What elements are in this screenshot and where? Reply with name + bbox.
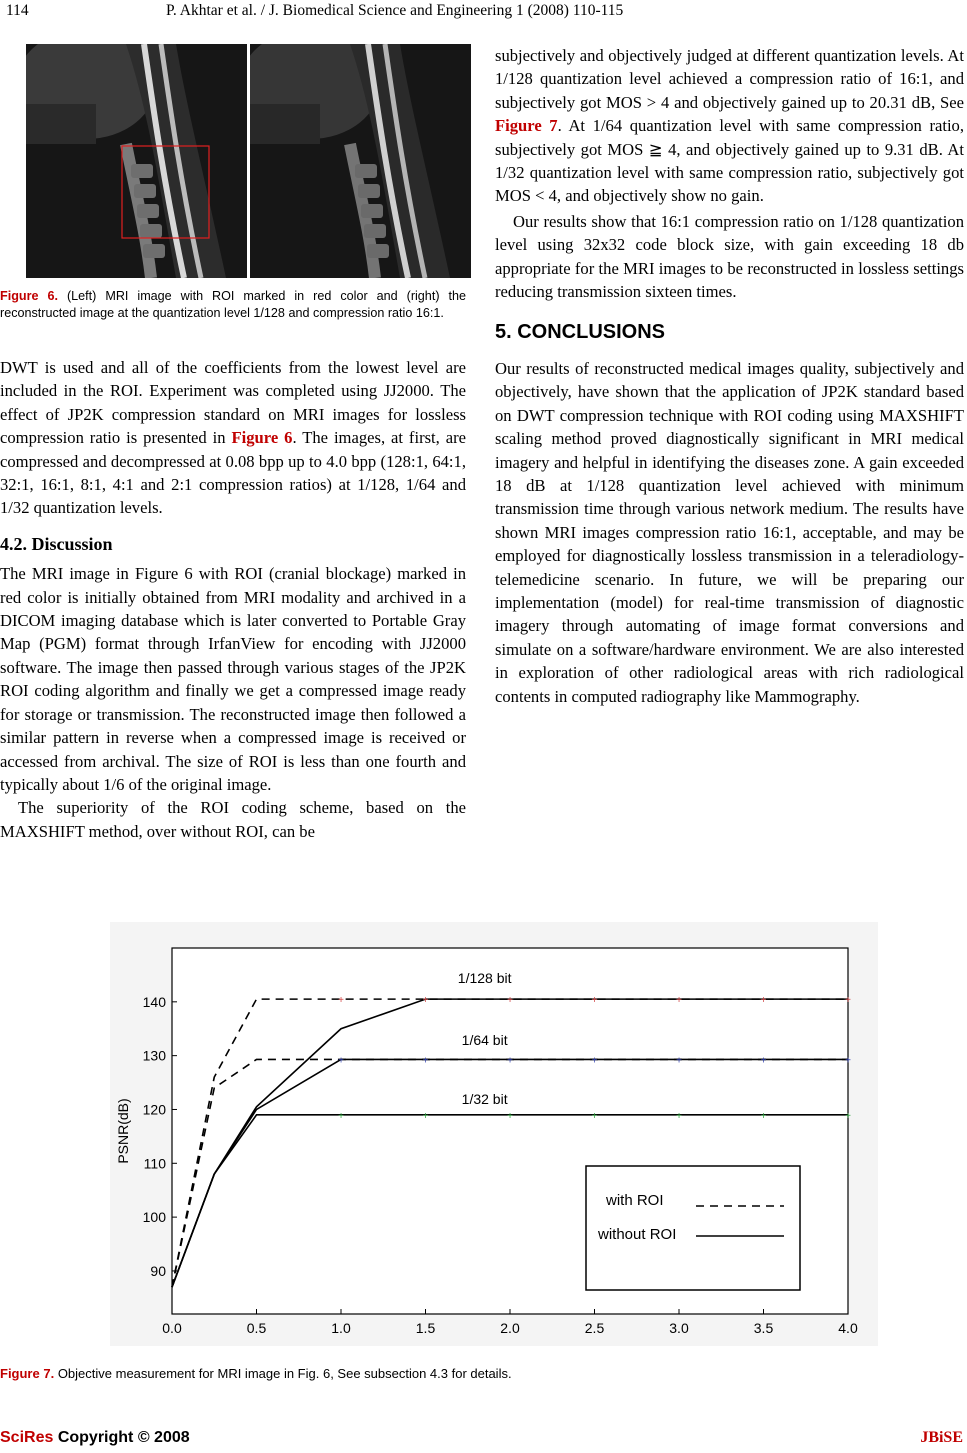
left-paragraph-1-rest: . The images, at first, are compressed and decompressed at 0.08 bpp up to 4.0 bpp (128:1, 64:1, 32:1, 16:1, 8:1, 4:1 and 2:1 compression ratios) at 1/128, 1/64 and 1/32 quantization levels. [0,428,466,518]
figure-6-images [26,44,471,278]
y-tick-label: 100 [142,1209,166,1226]
data-point-marker: + [760,1110,767,1122]
x-tick-label: 0.5 [246,1320,267,1336]
psnr-chart [110,922,878,1346]
publisher-name: SciRes [0,1429,54,1446]
data-point-marker: + [338,1110,344,1122]
left-column [0,356,466,843]
right-paragraph-2: Our results show that 16:1 compression ratio on 1/128 quantization level using 32x32 code block size, with gain exceeding 18 db appropriate for the MRI images to be reconstructed in lossless settings reducing transmission sixteen times. [495,211,964,302]
x-tick-label: 3.5 [753,1320,774,1336]
series-annotation: 1/128 bit [457,969,512,986]
data-point-marker: + [676,995,682,1007]
data-point-marker: + [591,1055,598,1067]
data-point-marker: + [845,1055,851,1067]
y-tick-label: 130 [142,1047,166,1064]
data-point-marker: + [422,1110,429,1122]
figure-7-caption [0,1366,760,1381]
page-header [6,2,961,22]
data-point-marker: + [845,1110,851,1122]
data-point-marker: + [338,1055,344,1067]
data-point-marker: + [760,995,767,1007]
data-point-marker: + [338,995,344,1007]
page-footer [0,1429,967,1451]
figure-7-chart [110,922,878,1346]
figure-6-caption [0,288,466,321]
x-tick-label: 2.5 [584,1320,605,1336]
data-point-marker: + [591,1110,598,1122]
mri-image-reconstructed [250,44,471,278]
legend-label: with ROI [606,1192,664,1209]
journal-abbrev: JBiSE [920,1429,963,1446]
y-tick-label: 90 [150,1262,166,1279]
data-point-marker: + [507,995,513,1007]
left-paragraph-1 [0,356,466,520]
data-point-marker: + [676,1055,682,1067]
figure-6-reference-link[interactable]: Figure 6 [231,428,293,448]
x-tick-label: 3.0 [669,1320,689,1336]
right-paragraph-3: Our results of reconstructed medical images quality, subjectively and objectively, have shown that the application of JP2K standard based on DWT compression technique with ROI coding using MAXSHIFT scaling method proved diagnostically significant in MRI medical imagery and helpful in identifying the diseases zone. A gain exceeded 18 dB at 1/128 quantization level achieved with minimum transmission time through various network medium. The results have shown MRI images compression ratio 16:1, acceptable, and may be employed for diagnostically lossless transmission in a teleradiology-telemedicine scenario. In future, we will be preparing our implementation (model) for real-time transmission of diagnostic imagery through automating of image format conversions and simulate on a software/hardware environment. We are also interested in exploration of other radiological areas with rich radiological contents in computed radiography like Mammography. [495,358,964,706]
section-heading-conclusions: 5. CONCLUSIONS [495,321,666,344]
figure-7-reference-link[interactable]: Figure 7 [495,116,558,136]
right-paragraph-1 [495,44,964,208]
page-number: 114 [6,2,29,19]
mri-image-original [26,44,247,278]
data-point-marker: + [591,995,598,1007]
x-tick-label: 0.0 [162,1320,182,1336]
y-tick-label: 120 [142,1101,166,1118]
legend-label: without ROI [598,1226,677,1243]
x-tick-label: 2.0 [500,1320,520,1336]
figure-7-caption-text: Objective measurement for MRI image in Fig. 6, See subsection 4.3 for details. [57,1366,512,1381]
data-point-marker: + [676,1110,682,1122]
right-column [495,44,964,708]
x-tick-label: 1.5 [415,1320,436,1336]
data-point-marker: + [507,1055,513,1067]
data-point-marker: + [422,1055,429,1067]
series-annotation: 1/32 bit [461,1091,508,1108]
left-paragraph-3: The superiority of the ROI coding scheme, based on the MAXSHIFT method, over without ROI, can be [0,798,466,841]
left-paragraph-1-text: DWT is used and all of the coefficients from the lowest level are included in the ROI. Experiment was completed using JJ2000. The effect of JP2K compression standard on MRI images for lossless compression ratio is presented in [0,358,466,448]
right-paragraph-1-text: subjectively and objectively judged at different quantization levels. At 1/128 quantization level achieved a compression ratio of 16:1, and subjectively got MOS > 4 and objectively gained up to 20.31 dB, See [495,46,964,112]
data-point-marker: + [760,1055,767,1067]
left-paragraph-2: The MRI image in Figure 6 with ROI (cranial blockage) marked in red color is initially obtained from MRI modality and archived in a DICOM imaging database which is later converted to Portable Gray Map (PGM) format through IrfanView for encoding with JJ2000 software. The image then passed through various stages of the JP2K ROI coding algorithm and finally we get a compressed image ready for storage or transmission. The reconstructed image then followed a similar pattern in reverse when a compressed image is received or accessed from archival. The size of ROI is less than one fourth and typically about 1/6 of the original image. [0,564,466,794]
series-annotation: 1/64 bit [461,1031,508,1048]
y-axis-label: PSNR(dB) [115,1098,131,1164]
data-point-marker: + [845,995,851,1007]
publisher-brand [0,1429,190,1447]
figure-7-label: Figure 7. [0,1366,55,1381]
copyright-text: Copyright © 2008 [53,1429,190,1446]
x-tick-label: 4.0 [838,1320,858,1336]
y-tick-label: 110 [143,1155,166,1172]
x-tick-label: 1.0 [331,1320,351,1336]
data-point-marker: + [422,995,429,1007]
data-point-marker: + [507,1110,513,1122]
figure-6-caption-text: (Left) MRI image with ROI marked in red color and (right) the reconstructed image at the quantization level 1/128 and compression ratio 16:1. [0,289,466,320]
figure-6-label: Figure 6. [0,289,58,303]
subsection-heading: 4.2. Discussion [0,533,113,554]
running-title: P. Akhtar et al. / J. Biomedical Science and Engineering 1 (2008) 110-115 [166,2,624,19]
right-paragraph-1-rest: . At 1/64 quantization level with same compression ratio, subjectively got MOS ≧ 4, and objectively gained up to 9.31 dB. At 1/32 quantization level with same compression ratio, subjectively got MOS < 4, and objectively show no gain. [495,116,965,206]
y-tick-label: 140 [142,993,166,1010]
